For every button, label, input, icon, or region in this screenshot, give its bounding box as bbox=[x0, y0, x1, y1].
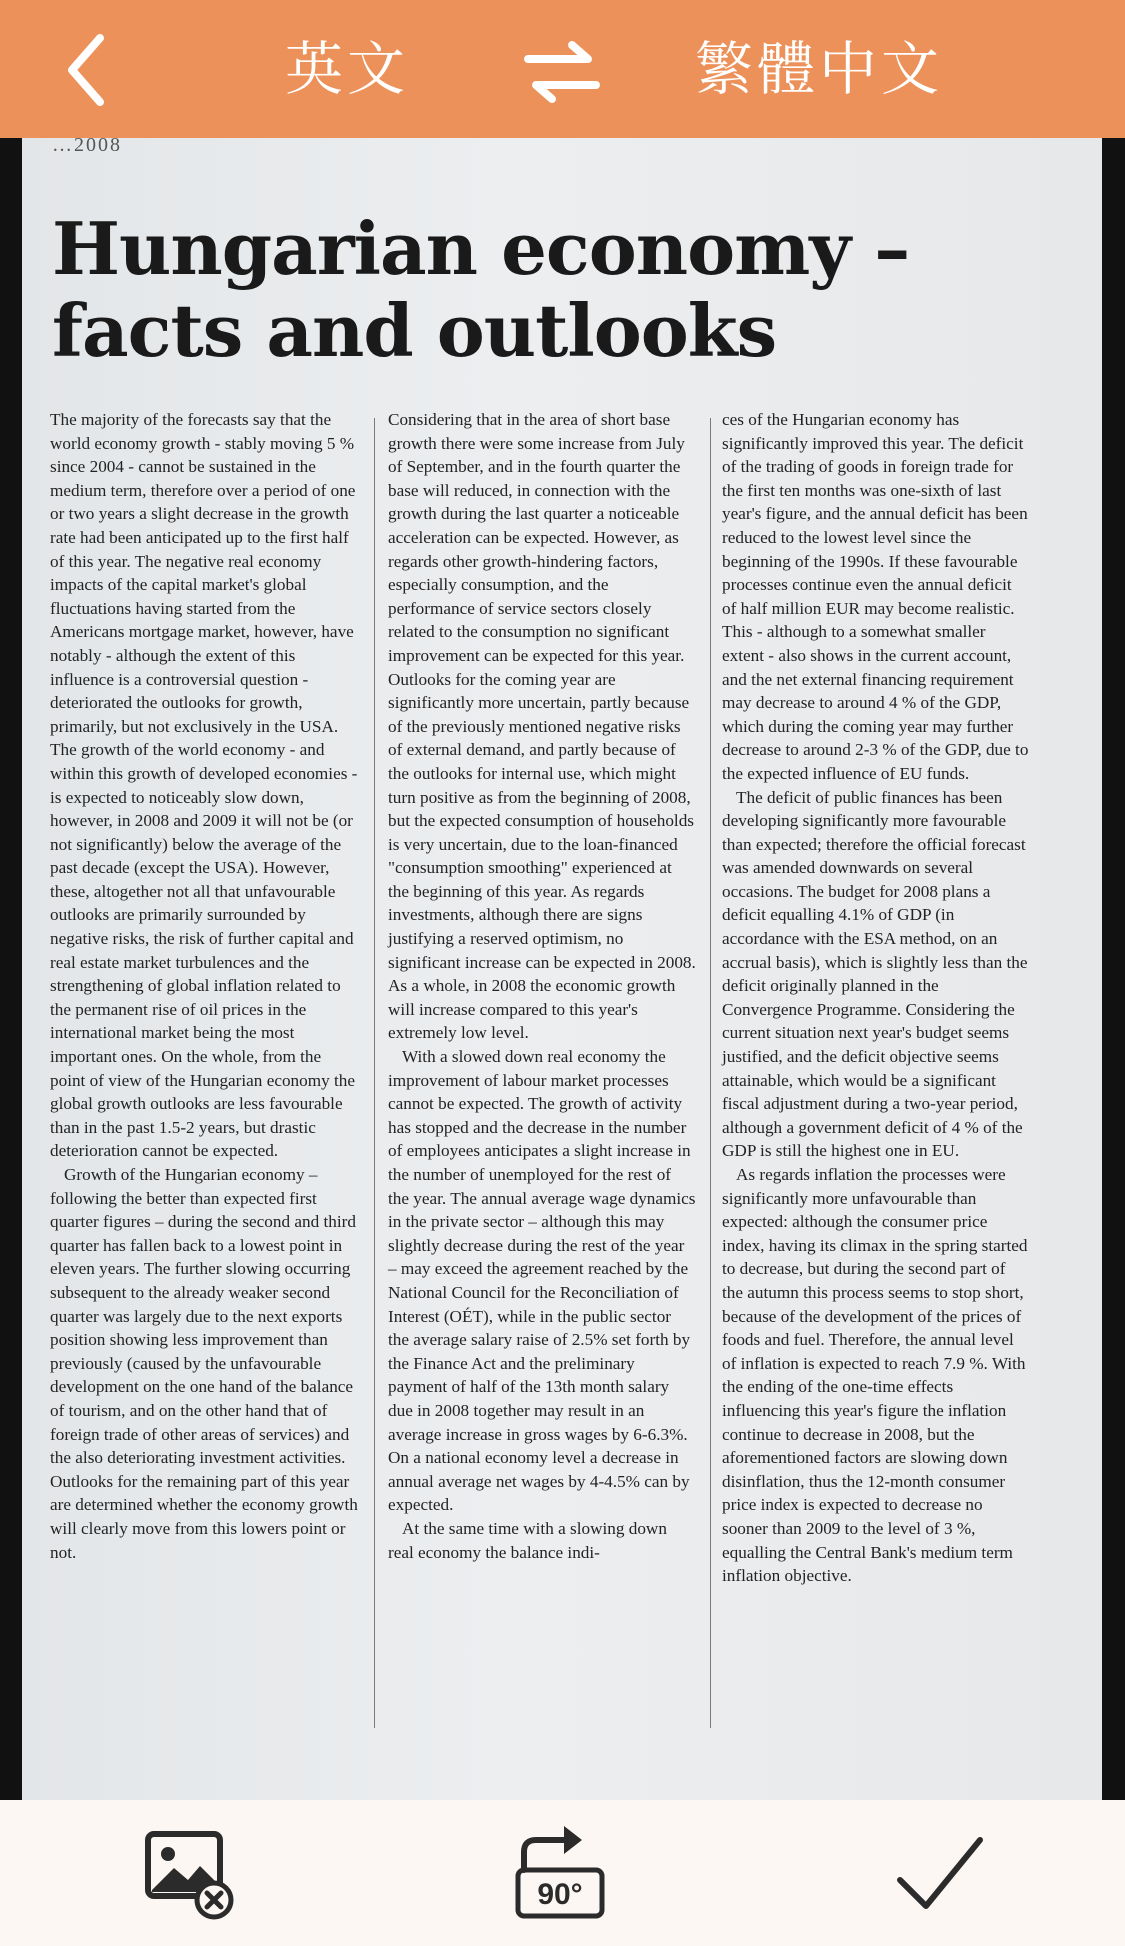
bottom-toolbar bbox=[0, 1800, 1125, 1946]
paragraph: Considering that in the area of short base growth there were some increase from July of September, and in the fourth quarter the base will reduced, in connection with the growth during the last quarter a noticeable acceleration can be expected. However, as regards other growth-hindering factors, especially consumption, and the performance of service sectors closely related to the consumption no significant improvement can be expected for this year. Outlooks for the coming year are significantly more uncertain, partly because of the previously mentioned negative risks of external demand, and partly because of the outlooks for internal use, which might turn positive as from the beginning of 2008, but the expected consumption of households is very uncertain, due to the loan-financed "consumption smoothing" experienced at the beginning of this year. As regards investments, although there are signs justifying a reserved optimism, no significant increase can be expected in 2008. As a whole, in 2008 the economic growth will increase compared to this year's extremely low level. bbox=[388, 410, 696, 1043]
column-divider bbox=[374, 418, 375, 1728]
target-language-button[interactable]: 繁體中文 bbox=[695, 35, 944, 103]
document-page bbox=[22, 138, 1102, 1800]
paragraph: Growth of the Hungarian economy – following the better than expected first quarter figures – during the second and third quarter has fallen back to a lowest point in eleven years. The further slowing occurring subsequent to the already weaker second quarter was largely due to the next exports position showing less improvement than previously (caused by the unfavourable development on the one hand of the balance of tourism, and on the other hand that of foreign trade of other areas of services) and the also deteriorating investment activities. Outlooks for the remaining part of this year are determined whether the economy growth will clearly move from this lowers point or not. bbox=[50, 1165, 358, 1562]
article-column-1 bbox=[50, 408, 358, 1564]
confirm-button[interactable] bbox=[890, 1822, 990, 1922]
captured-photo bbox=[0, 138, 1125, 1800]
swap-languages-button[interactable] bbox=[520, 35, 605, 110]
swap-arrows-icon bbox=[520, 35, 605, 110]
article-column-3 bbox=[722, 408, 1030, 1588]
paragraph: With a slowed down real economy the improvement of labour market processes cannot be expected. The growth of activity has stopped and the decrease in the number of employees anticipates a slight increase in the number of unemployed for the rest of the year. The annual average wage dynamics in the private sector – although this may slightly decrease during the rest of the year – may exceed the agreement reached by the National Council for the Reconciliation of Interest (OÉT), while in the public sector the average salary raise of 2.5% set forth by the Finance Act and the preliminary payment of half of the 13th month salary due in 2008 together may result in an average increase in gross wages by 6-6.3%. On a national economy level a decrease in annual average net wages by 4-4.5% can by expected. bbox=[388, 1047, 696, 1515]
chevron-left-icon bbox=[60, 30, 110, 110]
source-language-button[interactable]: 英文 bbox=[285, 35, 410, 103]
column-divider bbox=[710, 418, 711, 1728]
paragraph: ces of the Hungarian economy has significantly improved this year. The deficit of the trading of goods in foreign trade for the first ten months was one-sixth of last year's figure, and the annual deficit has been reduced to the lowest level since the beginning of the 1990s. If these favourable processes continue even the annual deficit of half million EUR may become realistic. This - although to a somewhat smaller extent - also shows in the current account, and the net external financing requirement may decrease to around 4 % of the GDP, which during the coming year may further decrease to around 2-3 % of the GDP, due to the expected influence of EU funds. bbox=[722, 410, 1029, 783]
paragraph: The majority of the forecasts say that the world economy growth - stably moving 5 % since 2004 - cannot be sustained in the medium term, therefore over a period of one or two years a slight decrease in the growth rate had been anticipated up to the first half of this year. The negative real economy impacts of the capital market's global fluctuations having started from the Americans mortgage market, however, have notably - although the extent of this influence is a controversial question - deteriorated the outlooks for growth, primarily, but not exclusively in the USA. The growth of the world economy - and within this growth of developed economies - is expected to noticeably slow down, however, in 2008 and 2009 it will not be (or not significantly) below the average of the past decade (except the USA). However, these, altogether not all that unfavourable outlooks are primarily surrounded by negative risks, the risk of further capital and real estate market turbulences and the strengthening of global inflation related to the permanent rise of oil prices in the international market being the most important ones. On the whole, from the point of view of the Hungarian economy the global growth outlooks are less favourable than in the past 1.5-2 years, but drastic deterioration cannot be expected. bbox=[50, 410, 358, 1161]
rotate-button[interactable] bbox=[510, 1822, 610, 1922]
issue-label: …2008 bbox=[52, 138, 122, 156]
paragraph: The deficit of public finances has been developing significantly more favourable than expected; therefore the official forecast was amended downwards on several occasions. The budget for 2008 plans a deficit equalling 4.1% of GDP (in accordance with the ESA method, on an accrual basis), which is slightly less than the deficit originally planned in the Convergence Programme. Considering the current situation next year's budget seems justified, and the deficit objective seems attainable, which would be a significant fiscal adjustment during a two-year period, although a government deficit of 4 % of the GDP is still the highest one in EU. bbox=[722, 787, 1028, 1161]
delete-image-button[interactable] bbox=[140, 1822, 240, 1922]
paragraph: At the same time with a slowing down real economy the balance indi- bbox=[388, 1518, 667, 1562]
rotate-90-icon bbox=[510, 1822, 610, 1922]
rotate-label: 90° bbox=[537, 1878, 583, 1911]
back-button[interactable] bbox=[40, 25, 130, 115]
article-title: Hungarian economy – facts and outlooks bbox=[52, 206, 910, 373]
article-column-2 bbox=[388, 408, 696, 1564]
image-delete-icon bbox=[140, 1822, 240, 1922]
paragraph: As regards inflation the processes were significantly more unfavourable than expected: although the consumer price index, having its climax in the spring started to decrease, but during the second part of the autumn this process seems to stop short, because of the development of the prices of foods and fuel. Therefore, the annual level of inflation is expected to reach 7.9 %. With the ending of the one-time effects influencing this year's figure the inflation continue to decrease in 2008, but the aforementioned factors are slowing down disinflation, thus the 12-month consumer price index is expected to decrease no sooner than 2009 to the level of 3 %, equalling the Central Bank's medium term inflation objective. bbox=[722, 1165, 1028, 1586]
checkmark-icon bbox=[890, 1822, 990, 1922]
top-bar bbox=[0, 0, 1125, 138]
